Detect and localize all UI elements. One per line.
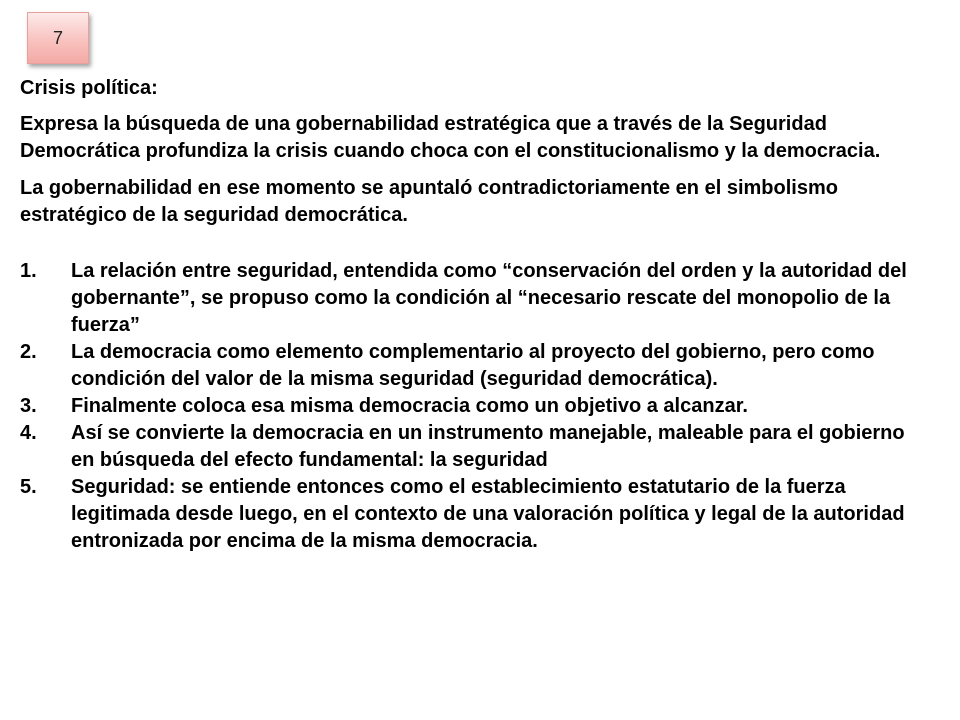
spacer bbox=[20, 239, 920, 258]
list-item-number: 4. bbox=[20, 422, 37, 444]
list-item bbox=[20, 420, 920, 474]
list-item-number: 2. bbox=[20, 341, 37, 363]
list-item-number: 5. bbox=[20, 476, 37, 498]
paragraph-1: Expresa la búsqueda de una gobernabilidad estratégica que a través de la Seguridad Democrática profundiza la crisis cuando choca con el constitucionalismo y la democracia. bbox=[20, 113, 881, 162]
list-item bbox=[20, 393, 920, 420]
numbered-list bbox=[20, 258, 920, 555]
slide-body bbox=[20, 75, 920, 555]
page-number: 7 bbox=[52, 27, 63, 48]
list-item-text: La democracia como elemento complementario al proyecto del gobierno, pero como condición del valor de la misma seguridad (seguridad democrática). bbox=[71, 341, 875, 390]
list-item bbox=[20, 258, 920, 339]
page-number-badge bbox=[27, 12, 89, 64]
list-item-text: La relación entre seguridad, entendida como “conservación del orden y la autoridad del gobernante”, se propuso como la condición al “necesario rescate del monopolio de la fuerza” bbox=[71, 260, 907, 336]
paragraph-2: La gobernabilidad en ese momento se apuntaló contradictoriamente en el simbolismo estratégico de la seguridad democrática. bbox=[20, 177, 838, 226]
list-item-text: Finalmente coloca esa misma democracia como un objetivo a alcanzar. bbox=[71, 395, 748, 417]
list-item-number: 3. bbox=[20, 395, 37, 417]
list-item bbox=[20, 474, 920, 555]
list-item-number: 1. bbox=[20, 260, 37, 282]
list-item bbox=[20, 339, 920, 393]
list-item-text: Así se convierte la democracia en un instrumento manejable, maleable para el gobierno en búsqueda del efecto fundamental: la seguridad bbox=[71, 422, 905, 471]
slide-heading: Crisis política: bbox=[20, 77, 158, 99]
list-item-text: Seguridad: se entiende entonces como el establecimiento estatutario de la fuerza legitimada desde luego, en el contexto de una valoración política y legal de la autoridad entronizada por encima de la misma democracia. bbox=[71, 476, 905, 552]
